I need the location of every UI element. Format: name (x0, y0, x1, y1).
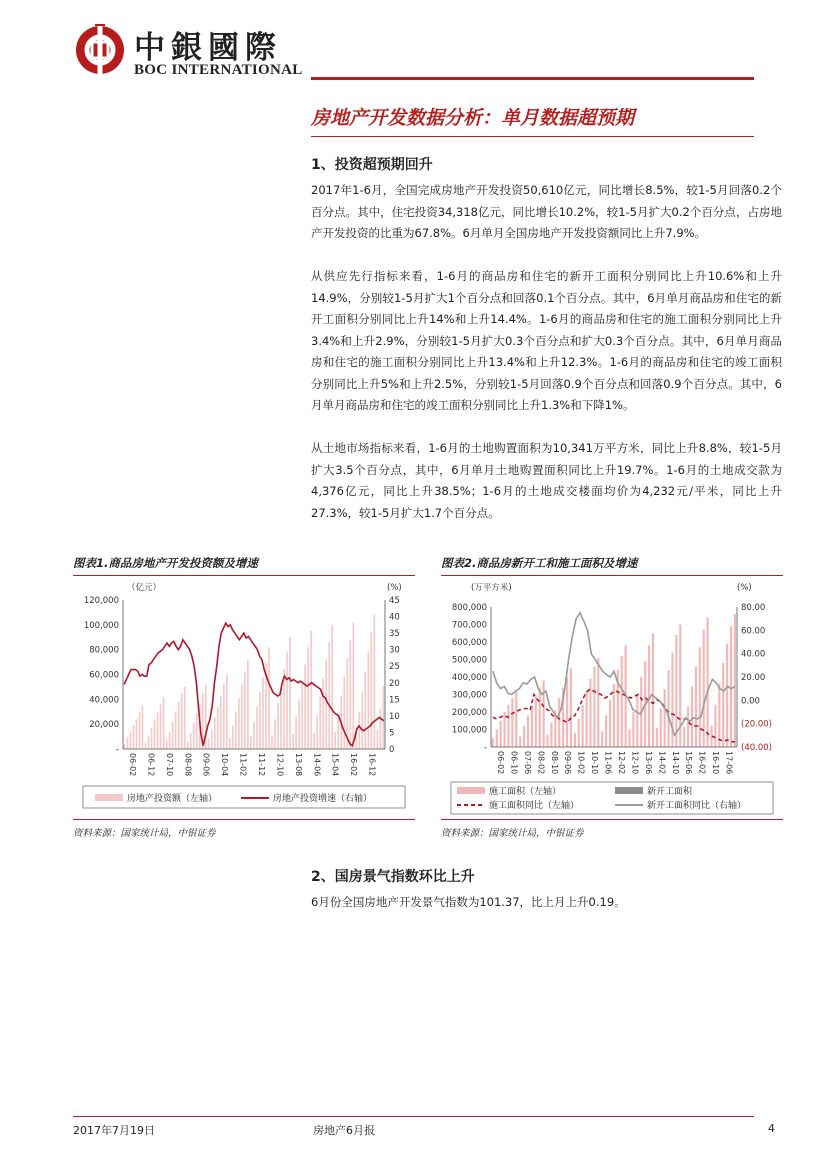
right-tick-label: 80.00 (741, 603, 766, 613)
right-tick-label: 25 (389, 662, 400, 673)
bar-0-3 (133, 725, 135, 749)
bar-0-67 (325, 660, 327, 749)
x-tick-label: 15-04 (330, 753, 340, 777)
right-tick-label: 40.00 (741, 649, 766, 660)
x-tick-label: 11-12 (257, 753, 266, 777)
bar-0-80 (365, 672, 367, 749)
bar-0-55 (289, 637, 291, 749)
bar-0-20 (184, 687, 186, 749)
bar-0-36 (632, 712, 634, 747)
bar-0-18 (178, 702, 180, 749)
right-tick-label: 0 (389, 745, 395, 755)
legend-label: 施工面积同比（左轴） (489, 801, 580, 811)
bar-0-57 (714, 705, 716, 747)
bar-0-58 (298, 699, 300, 749)
x-tick-label: 16-02 (697, 751, 707, 775)
bar-0-8 (523, 726, 525, 747)
section1-paragraph-1: 2017年1-6月，全国完成房地产开发投资50,610亿元，同比增长8.5%，较1-5月回落0.2个百分点。其中，住宅投资34,318亿元，同比增长10.2%，较1-5月扩大0.2个百分点，占房地产开发投资的比重为67.8%。6月单月全国房地产开发投资额同比上升7.9%。 (311, 183, 782, 240)
bar-0-65 (319, 697, 321, 749)
bar-0-71 (337, 714, 339, 749)
legend-swatch (95, 794, 123, 801)
right-tick-label: (20.00) (741, 719, 772, 730)
x-tick-label: 07-06 (522, 751, 532, 775)
right-tick-label: 20 (389, 678, 400, 689)
right-tick-label: 30 (389, 645, 400, 656)
bar-0-23 (582, 705, 584, 747)
x-tick-label: 06-02 (128, 753, 137, 777)
bar-0-33 (223, 684, 225, 749)
legend-swatch (615, 787, 643, 794)
bar-0-54 (286, 652, 288, 749)
bar-0-39 (241, 684, 243, 749)
figure2-source: 资料来源：国家统计局，中银证券 (441, 828, 584, 839)
right-tick-label: 45 (389, 596, 400, 606)
right-axis-unit: (%) (387, 583, 402, 593)
bar-0-84 (377, 730, 379, 749)
bar-0-14 (166, 740, 168, 749)
header-rule (311, 77, 754, 80)
left-tick-label: 40,000 (89, 695, 119, 706)
bar-0-32 (220, 696, 222, 749)
bar-0-51 (277, 703, 279, 749)
x-tick-label: 16-02 (349, 753, 359, 777)
bar-0-23 (193, 723, 195, 749)
section1-paragraph-3: 从土地市场指标来看，1-6月的土地购置面积为10,341万平方米，同比上升8.8%，较1-5月扩大3.5个百分点，其中，6月单月土地购置面积同比上升19.7%。1-6月的土地成交款为4,376亿元，同比上升38.5%；1-6月的土地成交楼面均价为4,232元/平米，同比上升27.3%，较1-5月扩大1.7个百分点。 (311, 441, 782, 520)
figure1-source: 资料来源：国家统计局，中银证券 (73, 828, 216, 839)
bar-0-52 (695, 667, 697, 748)
company-name-en: BOC INTERNATIONAL (134, 62, 303, 78)
left-tick-label: 700,000 (451, 620, 487, 631)
bar-0-45 (259, 692, 261, 749)
bar-0-66 (322, 678, 324, 749)
section2-paragraph-1: 6月份全国房地产开发景气指数为101.37，比上月上升0.19。 (311, 895, 626, 909)
x-tick-label: 11-06 (603, 751, 613, 775)
figure2-bottom-rule (441, 819, 783, 820)
x-tick-label: 13-06 (643, 751, 653, 775)
right-axis-unit: (%) (737, 583, 752, 593)
x-tick-label: 14-06 (312, 753, 322, 777)
figure2-title: 图表2.商品房新开工和施工面积及增速 (441, 556, 638, 570)
bar-0-13 (543, 681, 545, 748)
left-tick-label: 60,000 (89, 670, 119, 681)
right-tick-label: 5 (389, 728, 395, 739)
bar-0-21 (574, 733, 576, 747)
footer-date: 2017年7月19日 (73, 1124, 155, 1137)
bar-0-63 (313, 733, 315, 749)
left-tick-label: 120,000 (83, 596, 119, 606)
x-tick-label: 10-10 (590, 751, 600, 775)
bar-0-17 (558, 698, 560, 747)
bar-0-78 (359, 712, 361, 749)
bar-0-3 (504, 712, 506, 747)
bar-0-81 (368, 652, 370, 749)
bar-0-43 (253, 722, 255, 749)
left-axis-unit: （亿元） (127, 583, 162, 593)
bar-0-24 (196, 713, 198, 749)
bar-0-64 (316, 715, 318, 749)
bar-0-1 (496, 730, 498, 748)
left-tick-label: 500,000 (451, 655, 487, 666)
right-tick-label: 60.00 (741, 626, 766, 637)
bar-0-6 (515, 691, 517, 747)
bar-0-15 (550, 723, 552, 748)
bar-0-9 (527, 716, 529, 748)
x-tick-label: 14-02 (657, 751, 667, 775)
bar-0-62 (310, 631, 312, 749)
bar-0-52 (280, 687, 282, 749)
bar-0-45 (668, 670, 670, 747)
x-tick-label: 10-04 (220, 753, 230, 777)
bar-0-69 (331, 625, 333, 749)
bar-0-24 (586, 691, 588, 747)
bar-0-2 (130, 732, 132, 749)
bar-0-85 (380, 708, 382, 749)
x-tick-label: 12-10 (275, 753, 285, 777)
left-tick-label: - (115, 745, 119, 755)
bar-0-70 (334, 732, 336, 749)
bar-0-68 (328, 642, 330, 749)
x-tick-label: 06-10 (509, 751, 519, 775)
left-tick-label: 20,000 (89, 720, 119, 731)
bar-0-60 (726, 644, 728, 747)
right-tick-label: 40 (389, 612, 400, 623)
bar-0-7 (145, 743, 147, 749)
right-tick-label: 35 (389, 629, 400, 640)
bar-0-9 (151, 728, 153, 749)
bar-0-22 (190, 733, 192, 749)
bar-0-73 (343, 677, 345, 749)
x-tick-label: 08-02 (536, 751, 546, 775)
legend-swatch (457, 787, 485, 794)
bar-0-28 (601, 731, 603, 747)
footer-report-name: 房地产6月报 (313, 1124, 375, 1137)
x-tick-label: 06-12 (146, 753, 156, 777)
x-tick-label: 07-10 (164, 753, 174, 777)
bar-0-42 (250, 737, 252, 749)
bar-0-56 (292, 734, 294, 749)
x-tick-label: 12-10 (630, 751, 640, 775)
left-tick-label: 100,000 (83, 620, 119, 631)
x-tick-label: 17-06 (724, 751, 734, 775)
bar-0-11 (157, 712, 159, 749)
bar-0-46 (262, 677, 264, 749)
section1-paragraph-2: 从供应先行指标来看，1-6月的商品房和住宅的新开工面积分别同比上升10.6%和上升14.9%，分别较1-5月扩大1个百分点和回落0.1个百分点。其中，6月单月商品房和住宅的新开工面积分别同比上升14%和上升14.4%。1-6月的商品房和住宅的施工面积分别同比上升3.4%和上升2.9%，分别较1-5月扩大0.3个百分点和扩大0.3个百分点。其中，6月单月商品房和住宅的施工面积分别同比上升13.4%和上升12.3%。1-6月的商品房和住宅的竣工面积分别同比上升5%和上升2.5%，分别较1-5月回落0.9个百分点和回落0.9个百分点。其中，6月单月商品房和住宅的竣工面积分别同比上升1.3%和下降1%。 (311, 269, 782, 412)
bar-0-50 (274, 719, 276, 749)
bar-0-79 (362, 692, 364, 749)
bar-0-33 (621, 656, 623, 747)
bar-0-83 (374, 615, 376, 749)
bar-0-25 (589, 679, 591, 747)
bar-0-10 (531, 705, 533, 747)
x-tick-label: 09-06 (201, 753, 211, 777)
bar-0-86 (383, 686, 385, 749)
bar-0-55 (707, 618, 709, 748)
right-tick-label: 15 (389, 695, 400, 706)
x-tick-label: 11-02 (238, 753, 248, 777)
bar-0-26 (593, 667, 595, 748)
x-tick-label: 09-06 (563, 751, 573, 775)
bar-0-53 (699, 647, 701, 747)
right-tick-label: 10 (389, 711, 400, 722)
bar-0-27 (597, 658, 599, 747)
left-tick-label: 200,000 (451, 708, 487, 718)
legend-label: 房地产投资额（左轴） (127, 794, 218, 804)
bar-0-14 (546, 735, 548, 747)
bar-0-13 (163, 697, 165, 749)
x-tick-label: 08-08 (183, 753, 193, 777)
bar-0-19 (181, 693, 183, 749)
bar-0-50 (687, 707, 689, 747)
bar-0-28 (208, 739, 210, 749)
x-tick-label: 16-10 (711, 751, 721, 775)
bar-0-17 (175, 712, 177, 749)
left-tick-label: 600,000 (451, 638, 487, 648)
x-tick-label: 06-02 (496, 751, 505, 775)
footer-rule (73, 1116, 754, 1117)
bar-0-49 (683, 727, 685, 747)
bar-0-36 (232, 725, 234, 749)
bar-0-11 (535, 696, 537, 747)
x-tick-label: 12-02 (617, 751, 626, 775)
bar-0-35 (229, 738, 231, 749)
bar-0-44 (256, 707, 258, 749)
left-tick-label: 300,000 (451, 690, 487, 701)
bar-0-31 (613, 684, 615, 747)
figure1-chart (73, 576, 415, 818)
bar-0-4 (507, 705, 509, 747)
boc-logo (74, 22, 306, 80)
bar-0-0 (492, 738, 494, 747)
bar-0-29 (211, 729, 213, 749)
left-tick-label: 800,000 (451, 603, 487, 613)
bar-0-12 (539, 688, 541, 748)
bar-0-0 (124, 744, 126, 749)
legend-label: 房地产投资增速（右轴） (273, 794, 373, 804)
title-rule (311, 136, 754, 137)
x-tick-label: 16-12 (367, 753, 377, 777)
bar-0-42 (656, 728, 658, 747)
bar-0-1 (127, 738, 129, 749)
bar-0-19 (566, 677, 568, 747)
bar-0-41 (652, 633, 654, 747)
bar-0-75 (349, 640, 351, 749)
bar-0-2 (500, 721, 502, 747)
left-tick-label: 400,000 (451, 673, 487, 683)
chart1-svg (73, 576, 415, 818)
x-tick-label: 08-10 (549, 751, 559, 775)
bar-0-37 (636, 695, 638, 748)
bar-0-60 (304, 665, 306, 749)
bar-0-49 (271, 735, 273, 749)
x-tick-label: 10-02 (576, 751, 586, 775)
legend-label: 施工面积（左轴） (489, 787, 562, 797)
bar-0-8 (148, 735, 150, 749)
bar-0-16 (172, 722, 174, 749)
figure1-title: 图表1.商品房地产开发投资额及增速 (73, 556, 258, 570)
left-tick-label: - (483, 743, 487, 753)
bar-0-37 (235, 712, 237, 749)
x-tick-label: 15-06 (684, 751, 694, 775)
bar-0-12 (160, 704, 162, 749)
bar-0-29 (605, 716, 607, 748)
bar-0-57 (295, 717, 297, 749)
bar-0-7 (519, 737, 521, 748)
bar-0-20 (570, 668, 572, 747)
section1-heading: 1、投资超预期回升 (311, 157, 433, 173)
bar-0-59 (722, 663, 724, 747)
bar-0-76 (352, 622, 354, 749)
boc-emblem-icon (74, 24, 126, 76)
page-number: 4 (768, 1122, 775, 1135)
chart2-svg (441, 576, 783, 818)
bar-0-10 (154, 719, 156, 749)
page-title: 房地产开发数据分析：单月数据超预期 (311, 107, 635, 129)
bar-0-43 (660, 709, 662, 748)
bar-0-6 (142, 706, 144, 749)
bar-0-35 (628, 730, 630, 748)
bar-0-22 (578, 719, 580, 747)
x-tick-label: 14-10 (670, 751, 680, 775)
bar-0-59 (301, 682, 303, 749)
bar-0-34 (226, 675, 228, 750)
bar-0-30 (214, 718, 216, 749)
bar-0-51 (691, 687, 693, 747)
bar-0-21 (187, 742, 189, 749)
figure2-chart (441, 576, 783, 818)
bar-0-31 (217, 707, 219, 749)
right-tick-label: (40.00) (741, 743, 772, 753)
bar-0-4 (136, 719, 138, 749)
figure1-bottom-rule (73, 819, 415, 820)
left-axis-unit: (万平方米) (471, 583, 512, 593)
bar-0-38 (238, 698, 240, 749)
bar-0-5 (511, 698, 513, 747)
right-tick-label: 20.00 (741, 673, 766, 683)
bar-0-30 (609, 700, 611, 747)
bar-0-61 (307, 647, 309, 749)
legend-label: 新开工面积 (647, 787, 693, 797)
left-tick-label: 80,000 (89, 645, 119, 656)
left-tick-label: 100,000 (451, 725, 487, 736)
bar-0-61 (730, 626, 732, 747)
bar-0-44 (664, 689, 666, 747)
bar-0-15 (169, 732, 171, 749)
x-tick-label: 13-08 (293, 753, 303, 777)
bar-0-82 (371, 632, 373, 749)
company-name-cn: 中銀國際 (134, 30, 282, 66)
legend-label: 新开工面积同比（右轴） (647, 801, 747, 811)
bar-0-48 (268, 647, 270, 749)
bar-0-41 (247, 660, 249, 749)
bar-0-58 (718, 684, 720, 747)
right-tick-label: 0.00 (741, 696, 760, 707)
bar-0-5 (139, 712, 141, 749)
bar-0-62 (734, 614, 736, 747)
bar-0-40 (244, 672, 246, 749)
section2-heading: 2、国房景气指数环比上升 (311, 869, 475, 885)
